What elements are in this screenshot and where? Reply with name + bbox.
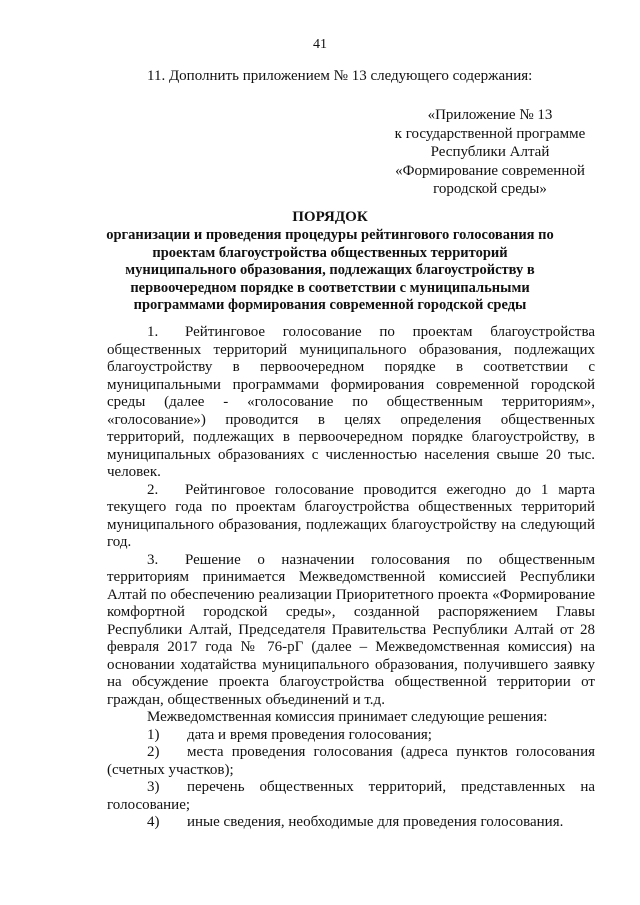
decision-text: места проведения голосования (адреса пунктов голосования (счетных участков); bbox=[107, 744, 595, 778]
decision-number: 3) bbox=[147, 779, 160, 795]
appendix-line: «Приложение № 13 bbox=[427, 107, 553, 123]
appendix-line: к государственной программе bbox=[394, 125, 586, 142]
document-subtitle bbox=[95, 227, 565, 315]
paragraph-number: 2. bbox=[147, 481, 159, 498]
appendix-line: «Формирование современной bbox=[395, 162, 585, 179]
intro-line: 11. Дополнить приложением № 13 следующего содержания: bbox=[147, 68, 533, 84]
paragraph-text: Рейтинговое голосование по проектам благоустройства общественных территорий муниципального образования, подлежащих благоустройству в первоочередном порядке в соответствии с муниципальными программами формирования современной городской среды (далее - «голосование по общественным территориям», «голосование») проводится в целях определения общественных территорий, подлежащих в первоочередном порядке благоустройству, в муниципальных образованиях с численностью населения свыше 20 тыс. человек. bbox=[107, 324, 595, 480]
paragraph-number: 3. bbox=[147, 551, 159, 568]
decision-number: 1) bbox=[147, 726, 160, 743]
document-body bbox=[107, 324, 595, 832]
paragraph-3 bbox=[107, 552, 595, 710]
decision-item bbox=[107, 779, 595, 814]
subtitle-line: программами формирования современной городской среды bbox=[133, 297, 527, 313]
decision-text: дата и время проведения голосования; bbox=[187, 726, 432, 743]
subtitle-line: проектам благоустройства общественных территорий bbox=[152, 244, 508, 261]
decision-text: перечень общественных территорий, представленных на голосование; bbox=[107, 779, 595, 813]
paragraph-number: 1. bbox=[147, 324, 159, 340]
decision-item bbox=[107, 744, 595, 779]
subtitle-line: первоочередном порядке в соответствии с муниципальными bbox=[130, 279, 530, 296]
decision-text: иные сведения, необходимые для проведения голосования. bbox=[187, 814, 564, 830]
subtitle-line: муниципального образования, подлежащих благоустройству в bbox=[125, 262, 535, 278]
decision-number: 4) bbox=[147, 814, 160, 830]
decision-item bbox=[107, 727, 595, 745]
page-number: 41 bbox=[313, 37, 327, 52]
paragraph-text: Рейтинговое голосование проводится ежегодно до 1 марта текущего года по проектам благоустройства общественных территорий муниципального образования, подлежащих благоустройству на следующий год. bbox=[107, 481, 595, 550]
paragraph-2 bbox=[107, 482, 595, 552]
appendix-line: городской среды» bbox=[433, 181, 547, 197]
paragraph-text: Решение о назначении голосования по общественным территориям принимается Межведомственной комиссией Республики Алтай по обеспечению реализации Приоритетного проекта «Формирование комфортной городской среды», созданной распоряжением Главы Республики Алтай, Председателя Правительства Республики Алтай от 28 февраля 2017 года № 76-рГ (далее – Межведомственная комиссия) на основании ходатайства муниципального образования, получившего заявку на обсуждение проекта благоустройства общественной территории от граждан, общественных объединений и т.д. bbox=[107, 551, 595, 708]
appendix-line: Республики Алтай bbox=[430, 144, 550, 160]
appendix-header bbox=[370, 106, 610, 199]
document-title: ПОРЯДОК bbox=[292, 209, 368, 225]
decision-item bbox=[107, 814, 595, 832]
commission-intro: Межведомственная комиссия принимает следующие решения: bbox=[147, 709, 548, 725]
paragraph-1 bbox=[107, 324, 595, 482]
decision-number: 2) bbox=[147, 744, 160, 760]
subtitle-line: организации и проведения процедуры рейтингового голосования по bbox=[106, 227, 554, 243]
